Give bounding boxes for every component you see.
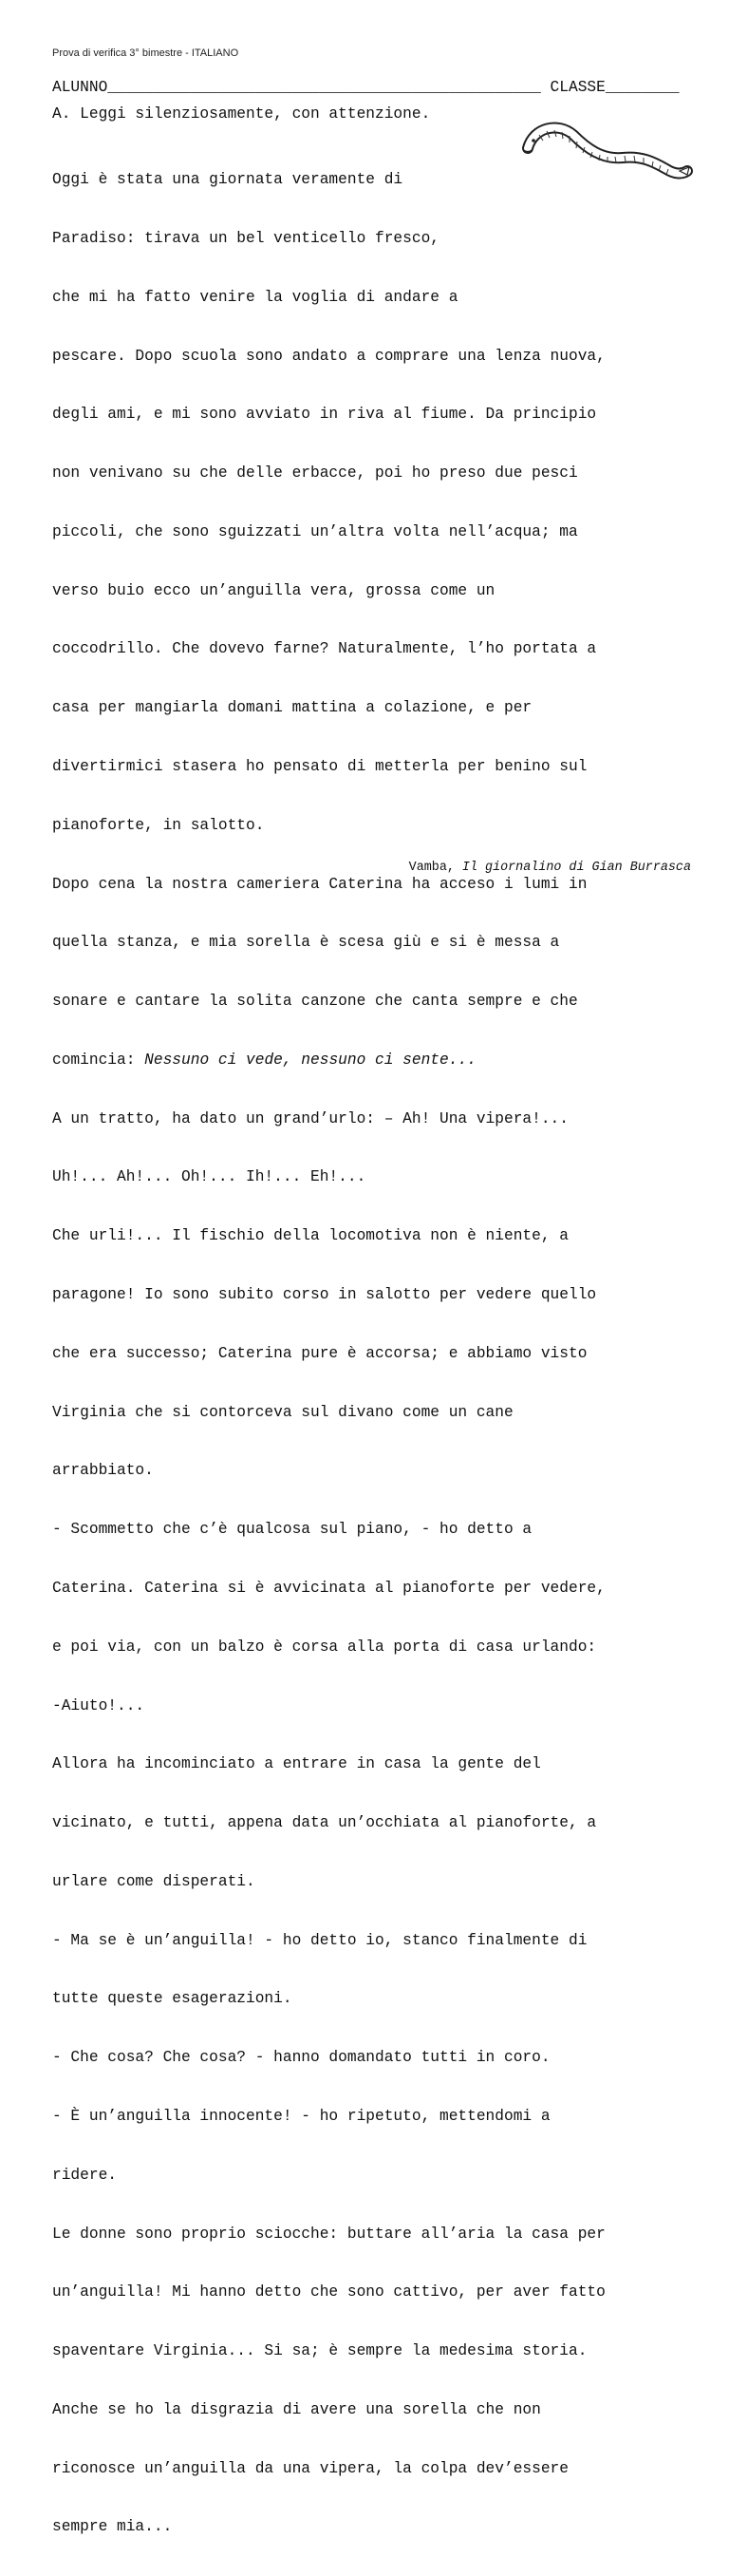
story-line: che era successo; Caterina pure è accorsa; e abbiamo visto (52, 1344, 588, 1362)
test-header: Prova di verifica 3° bimestre - ITALIANO (52, 47, 239, 59)
story-line: ridere. (52, 2166, 117, 2184)
story-line: - È un’anguilla innocente! - ho ripetuto, mettendomi a (52, 2107, 551, 2125)
story-line: Che urli!... Il fischio della locomotiva non è niente, a (52, 1227, 569, 1245)
story-line: Oggi è stata una giornata veramente di (52, 171, 403, 189)
song-title: Nessuno ci vede, nessuno ci sente... (144, 1051, 477, 1069)
story-line: sonare e cantare la solita canzone che canta sempre e che (52, 993, 578, 1011)
story-line: Virginia che si contorceva sul divano come un cane (52, 1403, 514, 1421)
story-line: verso buio ecco un’anguilla vera, grossa come un (52, 581, 495, 599)
story-line: sempre mia... (52, 2518, 173, 2536)
story-line: degli ami, e mi sono avviato in riva al fiume. Da principio (52, 406, 597, 424)
story-line: - Ma se è un’anguilla! - ho detto io, stanco finalmente di (52, 1931, 588, 1949)
story-line: - Scommetto che c’è qualcosa sul piano, - ho detto a (52, 1521, 533, 1539)
story-line: che mi ha fatto venire la voglia di andare a (52, 288, 458, 306)
citation-work: Il giornalino di Gian Burrasca (461, 861, 691, 875)
story-line: pianoforte, in salotto. (52, 816, 265, 834)
story-line: e poi via, con un balzo è corsa alla porta di casa urlando: (52, 1638, 597, 1656)
story-line: un’anguilla! Mi hanno detto che sono cattivo, per aver fatto (52, 2283, 606, 2301)
story-line: Le donne sono proprio sciocche: buttare all’aria la casa per (52, 2225, 606, 2243)
story-line: casa per mangiarla domani mattina a colazione, e per (52, 699, 533, 717)
story-line: Dopo cena la nostra cameriera Caterina ha acceso i lumi in (52, 875, 588, 893)
story-line: spaventare Virginia... Si sa; è sempre la medesima storia. (52, 2342, 588, 2360)
story-text (52, 131, 717, 2576)
story-line: Anche se ho la disgrazia di avere una sorella che non (52, 2400, 541, 2418)
story-line: A un tratto, ha dato un grand’urlo: – Ah! Una vipera!... (52, 1109, 569, 1127)
story-line: pescare. Dopo scuola sono andato a comprare una lenza nuova, (52, 347, 606, 365)
story-line-prefix: comincia: (52, 1051, 145, 1069)
story-line: -Aiuto!... (52, 1696, 145, 1714)
story-line: tutte queste esagerazioni. (52, 1990, 292, 2008)
story-line: non venivano su che delle erbacce, poi ho preso due pesci (52, 464, 578, 483)
story-line: paragone! Io sono subito corso in salotto per vedere quello (52, 1286, 597, 1304)
story-line: Allora ha incominciato a entrare in casa la gente del (52, 1755, 541, 1773)
story-line: urlare come disperati. (52, 1872, 255, 1890)
story-line: riconosce un’anguilla da una vipera, la colpa dev’essere (52, 2459, 569, 2477)
story-line: arrabbiato. (52, 1462, 154, 1480)
story-line: Uh!... Ah!... Oh!... Ih!... Eh!... (52, 1168, 366, 1186)
story-line: coccodrillo. Che dovevo farne? Naturalmente, l’ho portata a (52, 640, 597, 658)
citation-author: Vamba, (408, 861, 462, 875)
story-line: Paradiso: tirava un bel venticello fresco, (52, 229, 439, 247)
story-line: vicinato, e tutti, appena data un’occhiata al pianoforte, a (52, 1814, 597, 1832)
story-line: quella stanza, e mia sorella è scesa giù e si è messa a (52, 934, 560, 952)
student-class-line: ALUNNO_______________________________________________ CLASSE________ (52, 79, 680, 96)
story-line: divertirmici stasera ho pensato di metterla per benino sul (52, 758, 588, 775)
story-line: Caterina. Caterina si è avvicinata al pianoforte per vedere, (52, 1579, 606, 1597)
story-line-with-song (52, 1051, 717, 1070)
instruction-text: A. Leggi silenziosamente, con attenzione. (52, 105, 431, 123)
story-line: piccoli, che sono sguizzati un’altra volta nell’acqua; ma (52, 522, 578, 540)
citation (409, 861, 691, 876)
story-line: - Che cosa? Che cosa? - hanno domandato tutti in coro. (52, 2049, 551, 2067)
